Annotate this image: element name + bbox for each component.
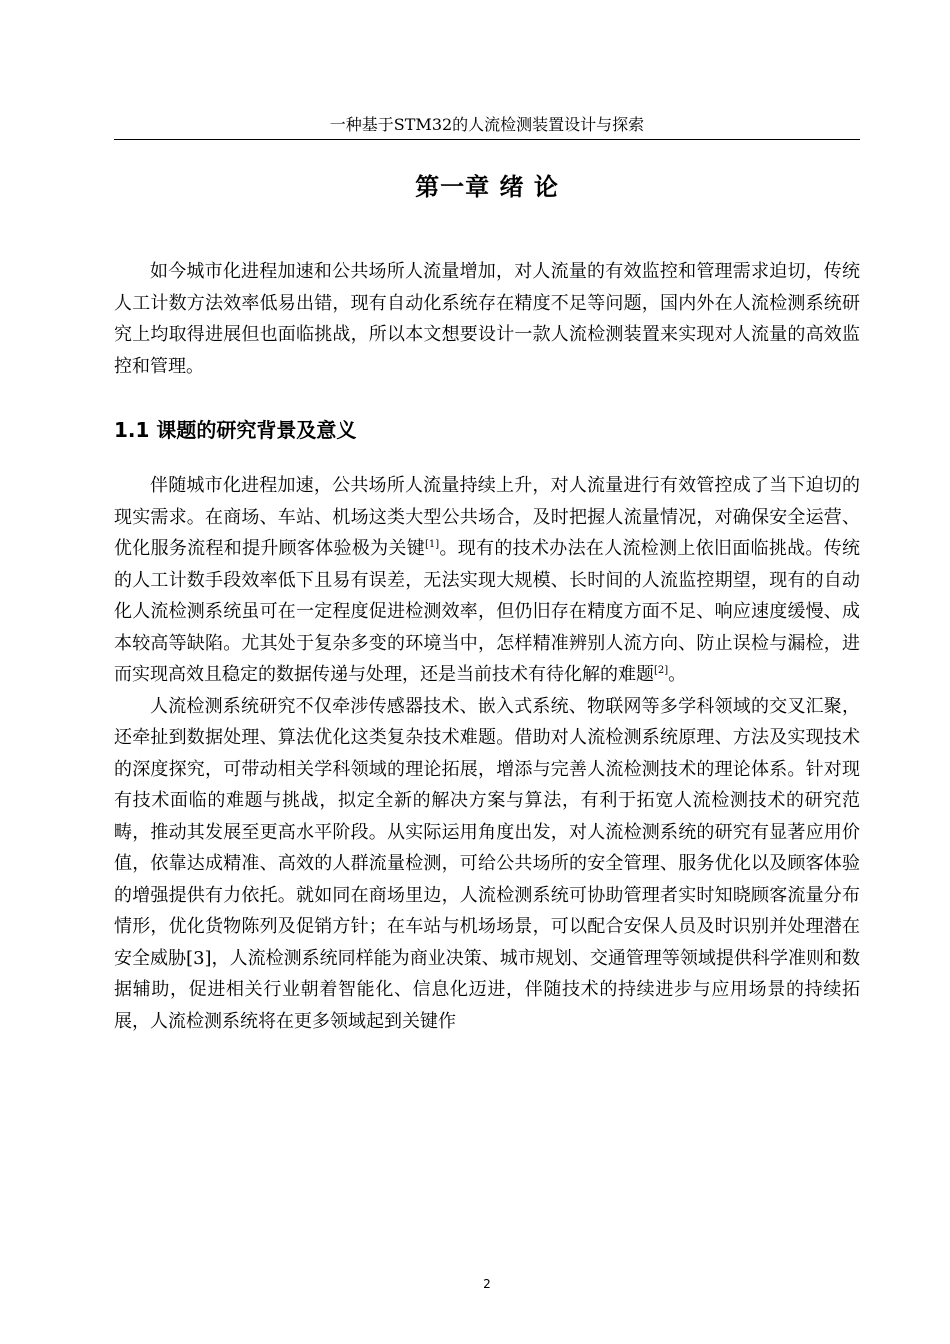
paragraph-text: 伴随城市化进程加速，公共场所人流量持续上升，对人流量进行有效管控成了当下迫切的现实需求。在商场、车站、机场这类大型公共场合，及时把握人流量情况，对确保安全运营、优化服务流程和提升顾客体验极为关键 — [114, 475, 860, 559]
paragraph-text: 。 — [668, 664, 687, 685]
running-header: 一种基于STM32的人流检测装置设计与探索 — [329, 115, 645, 134]
body-paragraph-2: 人流检测系统研究不仅牵涉传感器技术、嵌入式系统、物联网等多学科领域的交叉汇聚，还牵扯到数据处理、算法优化这类复杂技术难题。借助对人流检测系统原理、方法及实现技术的深度探究，可带动相关学科领域的理论拓展，增添与完善人流检测技术的理论体系。针对现有技术面临的难题与挑战，拟定全新的解决方案与算法，有利于拓宽人流检测技术的研究范畴，推动其发展至更高水平阶段。从实际运用角度出发，对人流检测系统的研究有显著应用价值，依靠达成精准、高效的人群流量检测，可给公共场所的安全管理、服务优化以及顾客体验的增强提供有力依托。就如同在商场里边，人流检测系统可协助管理者实时知晓顾客流量分布情形，优化货物陈列及促销方针；在车站与机场场景，可以配合安保人员及时识别并处理潜在安全威胁[3]，人流检测系统同样能为商业决策、城市规划、交通管理等领域提供科学准则和数据辅助，促进相关行业朝着智能化、信息化迈进，伴随技术的持续进步与应用场景的持续拓展，人流检测系统将在更多领域起到关键作 — [114, 695, 860, 1032]
page-number: 2 — [483, 1277, 491, 1291]
header-divider — [114, 139, 860, 140]
intro-paragraph: 如今城市化进程加速和公共场所人流量增加，对人流量的有效监控和管理需求迫切，传统人工计数方法效率低易出错，现有自动化系统存在精度不足等问题，国内外在人流检测系统研究上均取得进展但也面临挑战，所以本文想要设计一款人流检测装置来实现对人流量的高效监控和管理。 — [114, 261, 860, 377]
section-body — [114, 470, 860, 1037]
chapter-intro — [114, 256, 860, 382]
paragraph-text: 。现有的技术办法在人流检测上依旧面临挑战。传统的人工计数手段效率低下且易有误差，无法实现大规模、长时间的人流监控期望，现有的自动化人流检测系统虽可在一定程度促进检测效率，但仍旧存在精度方面不足、响应速度缓慢、成本较高等缺陷。尤其处于复杂多变的环境当中，怎样精准辨别人流方向、防止误检与漏检，进而实现高效且稳定的数据传递与处理，还是当前技术有待化解的难题 — [114, 538, 861, 685]
citation-1: [1] — [425, 539, 440, 550]
citation-2: [2] — [654, 665, 669, 676]
section-heading: 1.1 课题的研究背景及意义 — [114, 418, 357, 442]
chapter-title: 第一章 绪 论 — [415, 173, 559, 201]
body-paragraph-1 — [114, 470, 860, 691]
